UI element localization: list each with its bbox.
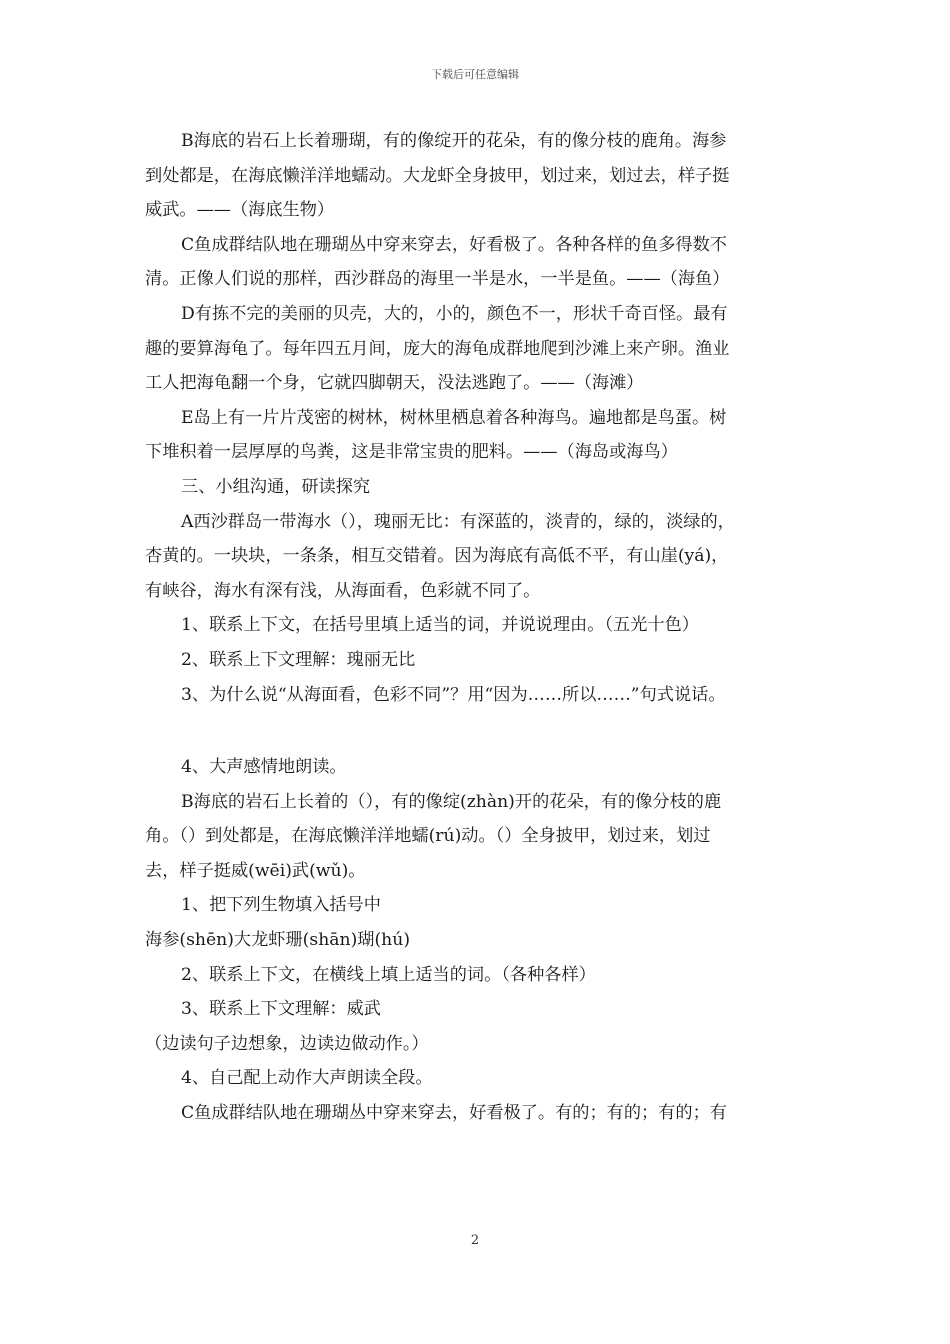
paragraph-line: A西沙群岛一带海水（），瑰丽无比：有深蓝的，淡青的，绿的，淡绿的，: [181, 511, 735, 532]
paragraph-line: 威武。——（海底生物）: [145, 200, 335, 221]
question-item: 2、联系上下文理解：瑰丽无比: [181, 649, 416, 670]
question-item: 2、联系上下文，在横线上填上适当的词。（各种各样）: [181, 964, 596, 985]
paragraph-line: （边读句子边想象，边读边做动作。）: [145, 1033, 429, 1054]
paragraph-line: 去，样子挺威(wēi)武(wǔ)。: [145, 860, 366, 881]
paragraph-line: D有拣不完的美丽的贝壳，大的，小的，颜色不一，形状千奇百怪。最有: [181, 303, 728, 324]
document-body: [145, 124, 809, 1131]
paragraph-line: 有峡谷，海水有深有浅，从海面看，色彩就不同了。: [145, 580, 541, 601]
section-heading: 三、小组沟通，研读探究: [181, 476, 371, 497]
page-header: 下载后可任意编辑: [431, 68, 519, 81]
question-item: 3、联系上下文理解：威武: [181, 999, 381, 1020]
paragraph-line: B海底的岩石上长着的（），有的像绽(zhàn)开的花朵，有的像分枝的鹿: [181, 791, 722, 812]
question-item: 3、为什么说“从海面看，色彩不同”？用“因为……所以……”句式说话。: [181, 684, 726, 705]
paragraph-line: 角。（）到处都是，在海底懒洋洋地蠕(rú)动。（）全身披甲，划过来，划过: [145, 826, 711, 847]
paragraph-line: B海底的岩石上长着珊瑚，有的像绽开的花朵，有的像分枝的鹿角。海参: [181, 131, 727, 151]
question-item: 1、联系上下文，在括号里填上适当的词，并说说理由。（五光十色）: [181, 615, 699, 636]
paragraph-line: 下堆积着一层厚厚的鸟粪，这是非常宝贵的肥料。——（海岛或海鸟）: [145, 442, 678, 463]
paragraph-line: 杏黄的。一块块，一条条，相互交错着。因为海底有高低不平，有山崖(yá)，: [145, 546, 729, 567]
paragraph-line: C鱼成群结队地在珊瑚丛中穿来穿去，好看极了。有的；有的；有的；有: [181, 1103, 727, 1124]
question-item: 4、大声感情地朗读。: [181, 757, 347, 778]
paragraph-line: C鱼成群结队地在珊瑚丛中穿来穿去，好看极了。各种各样的鱼多得数不: [181, 234, 727, 255]
paragraph-line: 工人把海龟翻一个身，它就四脚朝天，没法逃跑了。——（海滩）: [145, 373, 644, 394]
question-item: 1、把下列生物填入括号中: [181, 895, 381, 916]
question-item: 4、自己配上动作大声朗读全段。: [181, 1068, 433, 1089]
paragraph-line: 到处都是，在海底懒洋洋地蠕动。大龙虾全身披甲，划过来，划过去，样子挺: [145, 165, 730, 186]
paragraph-line: E岛上有一片片茂密的树林，树林里栖息着各种海鸟。遍地都是鸟蛋。树: [181, 407, 727, 428]
blank-space: [145, 712, 809, 750]
paragraph-line: 海参(shēn)大龙虾珊(shān)瑚(hú): [145, 930, 411, 951]
page-number: 2: [470, 1233, 480, 1248]
paragraph-line: 趣的要算海龟了。每年四五月间，庞大的海龟成群地爬到沙滩上来产卵。渔业: [145, 338, 730, 359]
paragraph-line: 清。正像人们说的那样，西沙群岛的海里一半是水，一半是鱼。——（海鱼）: [145, 269, 730, 290]
